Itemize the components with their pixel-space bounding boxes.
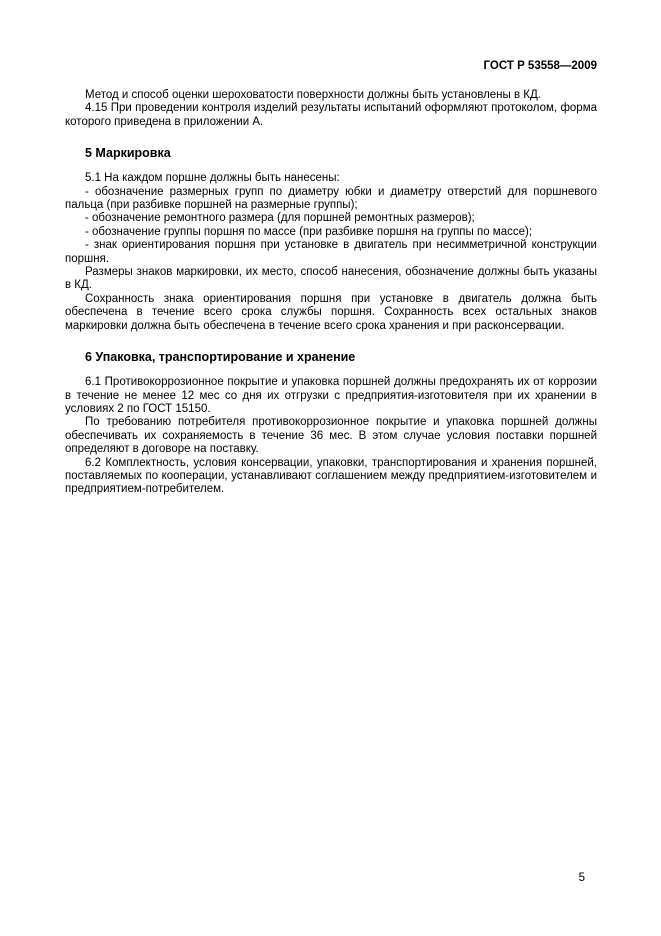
section-heading-upakovka: 6 Упаковка, транспортирование и хранение	[85, 350, 356, 365]
paragraph: 5.1 На каждом поршне должны быть нанесены:	[85, 172, 340, 185]
list-item: - знак ориентирования поршня при установке в двигатель при несимметричной конструкции поршня.	[65, 239, 597, 265]
paragraph: Сохранность знака ориентирования поршня при установке в двигатель должна быть обеспечена в течение всего срока службы поршня. Сохранность всех остальных знаков маркировки должна быть обеспечена в течение всего срока хранения и при расконсервации.	[65, 292, 597, 332]
paragraph: Размеры знаков маркировки, их место, способ нанесения, обозначение должны быть указаны в КД.	[65, 266, 597, 292]
paragraph: Метод и способ оценки шероховатости поверхности должны быть установлены в КД.	[85, 89, 541, 101]
paragraph: 6.2 Комплектность, условия консервации, упаковки, транспортирования и хранения поршней, поставляемых по кооперации, устанавливают соглашением между предприятием-изготовителем и предприятием-потребителем.	[65, 456, 597, 496]
paragraph: По требованию потребителя противокоррозионное покрытие и упаковка поршней должны обеспечивать их сохраняемость в течение 36 мес. В этом случае условия поставки поршней определяют в договоре на поставку.	[65, 416, 597, 456]
page-header	[65, 60, 597, 73]
page-content	[65, 60, 597, 497]
list-item: - обозначение ремонтного размера (для поршней ремонтных размеров);	[85, 212, 475, 225]
standard-number: ГОСТ Р 53558—2009	[483, 60, 597, 72]
section-heading-markirovka: 5 Маркировка	[85, 146, 171, 161]
paragraph: 4.15 При проведении контроля изделий результаты испытаний оформляют протоколом, форма которого приведена в приложении А.	[65, 102, 597, 128]
page-number: 5	[578, 872, 585, 884]
list-item: - обозначение размерных групп по диаметру юбки и диаметру отверстий для поршневого пальца (при разбивке поршней на размерные группы);	[65, 185, 597, 212]
paragraph: 6.1 Противокоррозионное покрытие и упаковка поршней должны предохранять их от коррозии в течение не менее 12 мес со дня их отгрузки с предприятия-изготовителя при их хранении в условиях 2 по ГОСТ 15150.	[65, 376, 597, 415]
list-item: - обозначение группы поршня по массе (при разбивке поршня на группы по массе);	[85, 225, 533, 238]
